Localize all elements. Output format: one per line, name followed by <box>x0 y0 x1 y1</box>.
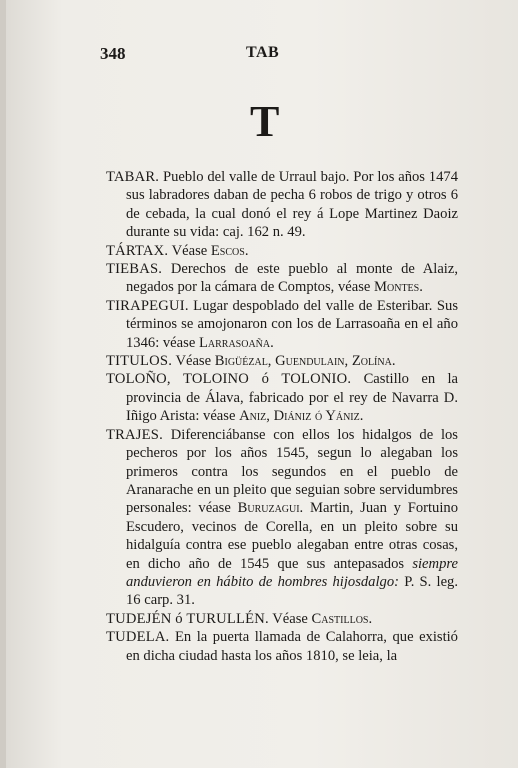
entry-text: Diferenciábanse con ellos los hidalgos de los pecheros por los años 1545, segun lo alegaban los primeros contra los segundos en el pueblo de Aranarache en un pleito que seguian sobre servidumbres personales: véase <box>126 426 458 517</box>
entry-tabar <box>106 168 458 242</box>
page-edge-shadow <box>0 0 6 768</box>
entry-text: Pueblo del valle de Urraul bajo. Por los años 1474 sus labradores daban de pecha 6 robos de trigo y otros 6 de cebada, la cual donó el rey á Lope Martinez Daoiz durante su vida: caj. 162 n. 49. <box>126 169 458 241</box>
entry-italic-quote: siempre anduvieron en hábito de hombres hijosdalgo: <box>126 555 458 590</box>
entry-headword: TABAR. <box>106 169 160 185</box>
entry-headword: TRAJES. <box>106 426 163 443</box>
entry-text: Véase <box>175 353 212 370</box>
entry-headword: TIEBAS. <box>106 261 163 278</box>
entry-tartax <box>106 242 458 260</box>
entry-headword: TÁRTAX. <box>106 242 169 259</box>
entry-tudela <box>106 628 458 665</box>
entry-text: Véase <box>272 610 308 627</box>
entry-trajes <box>106 426 458 610</box>
entry-text: Castillo en la provincia de Álava, fabricado por el rey de Navarra D. Iñigo Arista: véase <box>126 371 458 425</box>
entry-tirapegui <box>106 297 458 352</box>
section-letter: T <box>250 97 280 146</box>
entry-headword: TUDELA. <box>106 629 170 646</box>
entry-cross-reference: Aniz, Diániz ó Yániz. <box>239 408 364 425</box>
entry-tudejen <box>106 610 458 628</box>
entry-titulos <box>106 352 458 370</box>
entry-headword: TIRAPEGUI. <box>106 297 189 314</box>
entry-text-continued: Martin, Juan y Fortuino Escudero, vecinos de Corella, en un pleito sobre su hidalguía contra ese pueblo alegaban entre otras cosas, en dicho año de 1545 que sus antepasados <box>126 500 458 572</box>
entry-cross-reference: Bigüézal, Guendulain, Zolína. <box>214 353 396 370</box>
entry-text: Véase <box>171 242 208 259</box>
entry-headword: TOLOÑO, TOLOINO ó TOLONIO. <box>106 371 352 388</box>
entry-cross-reference: Larrasoaña. <box>198 334 274 351</box>
entry-text: En la puerta llamada de Calahorra, que existió en dicha ciudad hasta los años 1810, se leia, la <box>126 629 458 664</box>
entry-cross-reference: Buruzagui. <box>237 500 304 517</box>
running-head: TAB <box>246 44 280 61</box>
entry-text: Derechos de este pueblo al monte de Alaiz, negados por la cámara de Comptos, véase <box>126 261 458 296</box>
page-number: 348 <box>100 44 126 63</box>
dictionary-body <box>106 168 458 665</box>
entry-cross-reference: Montes. <box>374 279 423 296</box>
entry-cross-reference: Castillos. <box>311 610 373 627</box>
entry-tolono <box>106 370 458 425</box>
entry-headword: TITULOS. <box>106 353 173 370</box>
entry-tiebas <box>106 260 458 297</box>
entry-cross-reference: Escos. <box>210 242 249 259</box>
entry-citation: P. S. leg. 16 carp. 31. <box>126 573 458 609</box>
entry-headword: TUDEJÉN ó TURULLÉN. <box>106 610 269 627</box>
page-header <box>0 44 518 68</box>
entry-text: Lugar despoblado del valle de Esteribar. Sus términos se amojonaron con los de Larrasoaña en el año 1346: véase <box>126 297 459 351</box>
